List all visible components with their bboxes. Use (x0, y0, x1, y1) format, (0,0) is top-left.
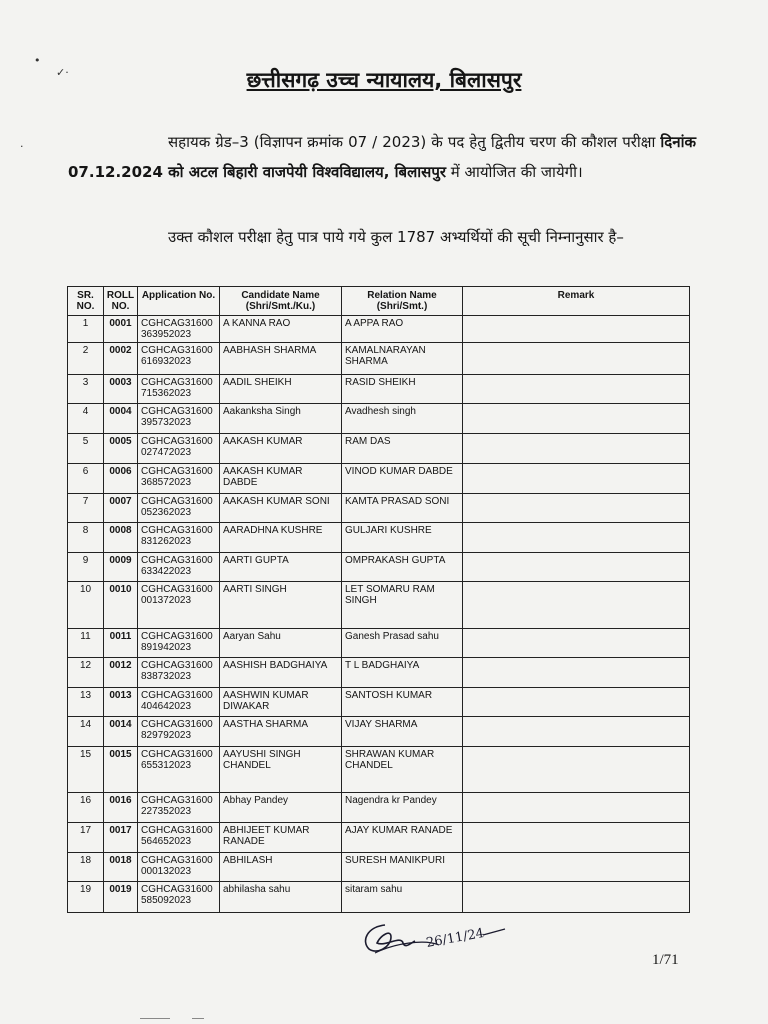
application-no-cell (138, 404, 220, 434)
application-no-cell-line1: CGHCAG31600 (141, 631, 213, 642)
application-no-cell (138, 747, 220, 793)
roll-no-cell: 0016 (104, 793, 138, 823)
table-row (68, 823, 690, 853)
application-no-cell-line2: 616932023 (141, 356, 192, 367)
application-no-cell-line2: 655312023 (141, 760, 192, 771)
candidate-name-cell: AARTI SINGH (220, 582, 342, 629)
roll-no-cell: 0009 (104, 553, 138, 582)
relation-name-cell: SHRAWAN KUMAR CHANDEL (342, 747, 463, 793)
sr-no-cell: 16 (68, 793, 104, 823)
application-no-cell-line1: CGHCAG31600 (141, 345, 213, 356)
remark-cell (463, 523, 690, 553)
stray-mark: · (20, 140, 24, 153)
application-no-cell-line1: CGHCAG31600 (141, 855, 213, 866)
application-no-cell-line2: 633422023 (141, 566, 192, 577)
header-relation-name-line1: Relation Name (367, 290, 437, 301)
header-roll-no: ROLL NO. (104, 287, 138, 316)
remark-cell (463, 464, 690, 494)
relation-name-cell: Ganesh Prasad sahu (342, 629, 463, 658)
sr-no-cell: 5 (68, 434, 104, 464)
application-no-cell-line1: CGHCAG31600 (141, 719, 213, 730)
table-row (68, 688, 690, 717)
remark-cell (463, 747, 690, 793)
roll-no-cell: 0007 (104, 494, 138, 523)
remark-cell (463, 343, 690, 375)
sr-no-cell: 18 (68, 853, 104, 882)
signature-date: 26/11/24 (425, 926, 486, 951)
candidate-name-cell: abhilasha sahu (220, 882, 342, 913)
roll-no-cell: 0005 (104, 434, 138, 464)
table-row (68, 553, 690, 582)
application-no-cell-line1: CGHCAG31600 (141, 795, 213, 806)
table-row (68, 375, 690, 404)
remark-cell (463, 553, 690, 582)
application-no-cell-line1: CGHCAG31600 (141, 660, 213, 671)
remark-cell (463, 404, 690, 434)
application-no-cell-line1: CGHCAG31600 (141, 377, 213, 388)
remark-cell (463, 688, 690, 717)
application-no-cell (138, 523, 220, 553)
relation-name-cell: RASID SHEIKH (342, 375, 463, 404)
table-row (68, 434, 690, 464)
candidate-name-cell: AAKASH KUMAR SONI (220, 494, 342, 523)
application-no-cell-line2: 395732023 (141, 417, 192, 428)
candidate-name-cell: AAKASH KUMAR (220, 434, 342, 464)
table-row (68, 747, 690, 793)
header-relation-name-line2: (Shri/Smt.) (376, 301, 428, 312)
application-no-cell-line1: CGHCAG31600 (141, 690, 213, 701)
application-no-cell-line2: 838732023 (141, 671, 192, 682)
application-no-cell-line1: CGHCAG31600 (141, 496, 213, 507)
application-no-cell (138, 434, 220, 464)
application-no-cell (138, 793, 220, 823)
roll-no-cell: 0017 (104, 823, 138, 853)
application-no-cell-line1: CGHCAG31600 (141, 318, 213, 329)
relation-name-cell: Nagendra kr Pandey (342, 793, 463, 823)
sr-no-cell: 14 (68, 717, 104, 747)
roll-no-cell: 0004 (104, 404, 138, 434)
candidate-name-cell: AASHISH BADGHAIYA (220, 658, 342, 688)
candidate-name-cell: Aakanksha Singh (220, 404, 342, 434)
relation-name-cell: RAM DAS (342, 434, 463, 464)
sr-no-cell: 12 (68, 658, 104, 688)
relation-name-cell: AJAY KUMAR RANADE (342, 823, 463, 853)
candidate-name-cell: AABHASH SHARMA (220, 343, 342, 375)
relation-name-cell: T L BADGHAIYA (342, 658, 463, 688)
sr-no-cell: 13 (68, 688, 104, 717)
candidate-name-cell: Aaryan Sahu (220, 629, 342, 658)
remark-cell (463, 717, 690, 747)
sr-no-cell: 9 (68, 553, 104, 582)
relation-name-cell: SURESH MANIKPURI (342, 853, 463, 882)
candidate-table (67, 286, 690, 913)
relation-name-cell: VIJAY SHARMA (342, 717, 463, 747)
application-no-cell-line1: CGHCAG31600 (141, 584, 213, 595)
application-no-cell (138, 582, 220, 629)
remark-cell (463, 434, 690, 464)
remark-cell (463, 882, 690, 913)
header-application-no: Application No. (138, 287, 220, 316)
application-no-cell-line2: 891942023 (141, 642, 192, 653)
sr-no-cell: 11 (68, 629, 104, 658)
remark-cell (463, 793, 690, 823)
candidate-name-cell: AARTI GUPTA (220, 553, 342, 582)
application-no-cell-line1: CGHCAG31600 (141, 884, 213, 895)
application-no-cell-line2: 001372023 (141, 595, 192, 606)
sr-no-cell: 1 (68, 316, 104, 343)
application-no-cell (138, 882, 220, 913)
intro-text-part2: में आयोजित की जायेगी। (450, 163, 583, 181)
remark-cell (463, 658, 690, 688)
roll-no-cell: 0019 (104, 882, 138, 913)
exam-date-venue: दिनांक 07.12.2024 को अटल बिहारी वाजपेयी विश्वविद्यालय, बिलासपुर (68, 133, 696, 181)
roll-no-cell: 0011 (104, 629, 138, 658)
application-no-cell-line1: CGHCAG31600 (141, 555, 213, 566)
relation-name-cell: SANTOSH KUMAR (342, 688, 463, 717)
sr-no-cell: 4 (68, 404, 104, 434)
application-no-cell (138, 553, 220, 582)
sr-no-cell: 7 (68, 494, 104, 523)
application-no-cell-line2: 027472023 (141, 447, 192, 458)
roll-no-cell: 0002 (104, 343, 138, 375)
remark-cell (463, 494, 690, 523)
relation-name-cell: GULJARI KUSHRE (342, 523, 463, 553)
page-title: छत्तीसगढ़ उच्च न्यायालय, बिलासपुर (246, 68, 522, 92)
candidate-name-cell: ABHILASH (220, 853, 342, 882)
application-no-cell-line2: 585092023 (141, 895, 192, 906)
header-candidate-name (220, 287, 342, 316)
handwritten-tick-mark: ✓· (56, 66, 69, 79)
roll-no-cell: 0006 (104, 464, 138, 494)
application-no-cell (138, 375, 220, 404)
intro-text-part1: सहायक ग्रेड–3 (विज्ञापन क्रमांक 07 / 2023) के पद हेतु द्वितीय चरण की कौशल परीक्षा (168, 133, 656, 151)
remark-cell (463, 375, 690, 404)
sr-no-cell: 17 (68, 823, 104, 853)
remark-cell (463, 316, 690, 343)
header-relation-name (342, 287, 463, 316)
application-no-cell-line2: 052362023 (141, 507, 192, 518)
remark-cell (463, 823, 690, 853)
roll-no-cell: 0001 (104, 316, 138, 343)
sr-no-cell: 3 (68, 375, 104, 404)
sr-no-cell: 6 (68, 464, 104, 494)
candidate-name-cell: AADIL SHEIKH (220, 375, 342, 404)
relation-name-cell: KAMALNARAYAN SHARMA (342, 343, 463, 375)
scan-artifact-line (140, 1018, 170, 1019)
table-row (68, 464, 690, 494)
table-row (68, 494, 690, 523)
relation-name-cell: A APPA RAO (342, 316, 463, 343)
application-no-cell (138, 494, 220, 523)
sr-no-cell: 10 (68, 582, 104, 629)
roll-no-cell: 0012 (104, 658, 138, 688)
application-no-cell (138, 853, 220, 882)
table-row (68, 793, 690, 823)
candidate-name-cell: AARADHNA KUSHRE (220, 523, 342, 553)
application-no-cell-line2: 564652023 (141, 836, 192, 847)
table-row (68, 316, 690, 343)
application-no-cell-line2: 363952023 (141, 329, 192, 340)
signature-mark (355, 913, 525, 968)
candidate-name-cell: AAYUSHI SINGH CHANDEL (220, 747, 342, 793)
application-no-cell-line1: CGHCAG31600 (141, 466, 213, 477)
candidate-name-cell: AASTHA SHARMA (220, 717, 342, 747)
candidate-name-cell: AAKASH KUMAR DABDE (220, 464, 342, 494)
application-no-cell-line2: 404642023 (141, 701, 192, 712)
header-candidate-name-line1: Candidate Name (241, 290, 320, 301)
relation-name-cell: Avadhesh singh (342, 404, 463, 434)
roll-no-cell: 0013 (104, 688, 138, 717)
table-row (68, 717, 690, 747)
table-row (68, 853, 690, 882)
table-row (68, 582, 690, 629)
candidate-name-cell: ABHIJEET KUMAR RANADE (220, 823, 342, 853)
relation-name-cell: OMPRAKASH GUPTA (342, 553, 463, 582)
remark-cell (463, 629, 690, 658)
application-no-cell (138, 823, 220, 853)
application-no-cell-line2: 831262023 (141, 536, 192, 547)
table-row (68, 629, 690, 658)
application-no-cell (138, 316, 220, 343)
application-no-cell-line2: 829792023 (141, 730, 192, 741)
application-no-cell-line1: CGHCAG31600 (141, 525, 213, 536)
header-remark: Remark (463, 287, 690, 316)
candidate-name-cell: AASHWIN KUMAR DIWAKAR (220, 688, 342, 717)
table-row (68, 523, 690, 553)
intro-paragraph (68, 127, 696, 187)
relation-name-cell: LET SOMARU RAM SINGH (342, 582, 463, 629)
relation-name-cell: KAMTA PRASAD SONI (342, 494, 463, 523)
application-no-cell-line2: 715362023 (141, 388, 192, 399)
relation-name-cell: sitaram sahu (342, 882, 463, 913)
application-no-cell (138, 629, 220, 658)
candidate-table-container (67, 286, 689, 913)
page-number: 1/71 (652, 952, 679, 968)
sr-no-cell: 15 (68, 747, 104, 793)
application-no-cell (138, 658, 220, 688)
application-no-cell (138, 343, 220, 375)
scan-artifact-line (192, 1018, 204, 1019)
relation-name-cell: VINOD KUMAR DABDE (342, 464, 463, 494)
roll-no-cell: 0010 (104, 582, 138, 629)
remark-cell (463, 582, 690, 629)
application-no-cell-line2: 000132023 (141, 866, 192, 877)
application-no-cell (138, 717, 220, 747)
candidate-count-paragraph: उक्त कौशल परीक्षा हेतु पात्र पाये गये कुल 1787 अभ्यर्थियों की सूची निम्नानुसार है– (168, 228, 624, 246)
sr-no-cell: 19 (68, 882, 104, 913)
candidate-name-cell: A KANNA RAO (220, 316, 342, 343)
application-no-cell (138, 464, 220, 494)
header-candidate-name-line2: (Shri/Smt./Ku.) (245, 301, 316, 312)
table-row (68, 404, 690, 434)
roll-no-cell: 0018 (104, 853, 138, 882)
application-no-cell-line2: 227352023 (141, 806, 192, 817)
sr-no-cell: 8 (68, 523, 104, 553)
header-sr-no: SR. NO. (68, 287, 104, 316)
roll-no-cell: 0015 (104, 747, 138, 793)
roll-no-cell: 0014 (104, 717, 138, 747)
stray-mark: • (34, 54, 41, 67)
application-no-cell-line2: 368572023 (141, 477, 192, 488)
application-no-cell-line1: CGHCAG31600 (141, 436, 213, 447)
remark-cell (463, 853, 690, 882)
application-no-cell (138, 688, 220, 717)
table-row (68, 343, 690, 375)
application-no-cell-line1: CGHCAG31600 (141, 749, 213, 760)
table-header-row (68, 287, 690, 316)
sr-no-cell: 2 (68, 343, 104, 375)
table-row (68, 882, 690, 913)
application-no-cell-line1: CGHCAG31600 (141, 406, 213, 417)
table-row (68, 658, 690, 688)
roll-no-cell: 0008 (104, 523, 138, 553)
application-no-cell-line1: CGHCAG31600 (141, 825, 213, 836)
roll-no-cell: 0003 (104, 375, 138, 404)
candidate-name-cell: Abhay Pandey (220, 793, 342, 823)
